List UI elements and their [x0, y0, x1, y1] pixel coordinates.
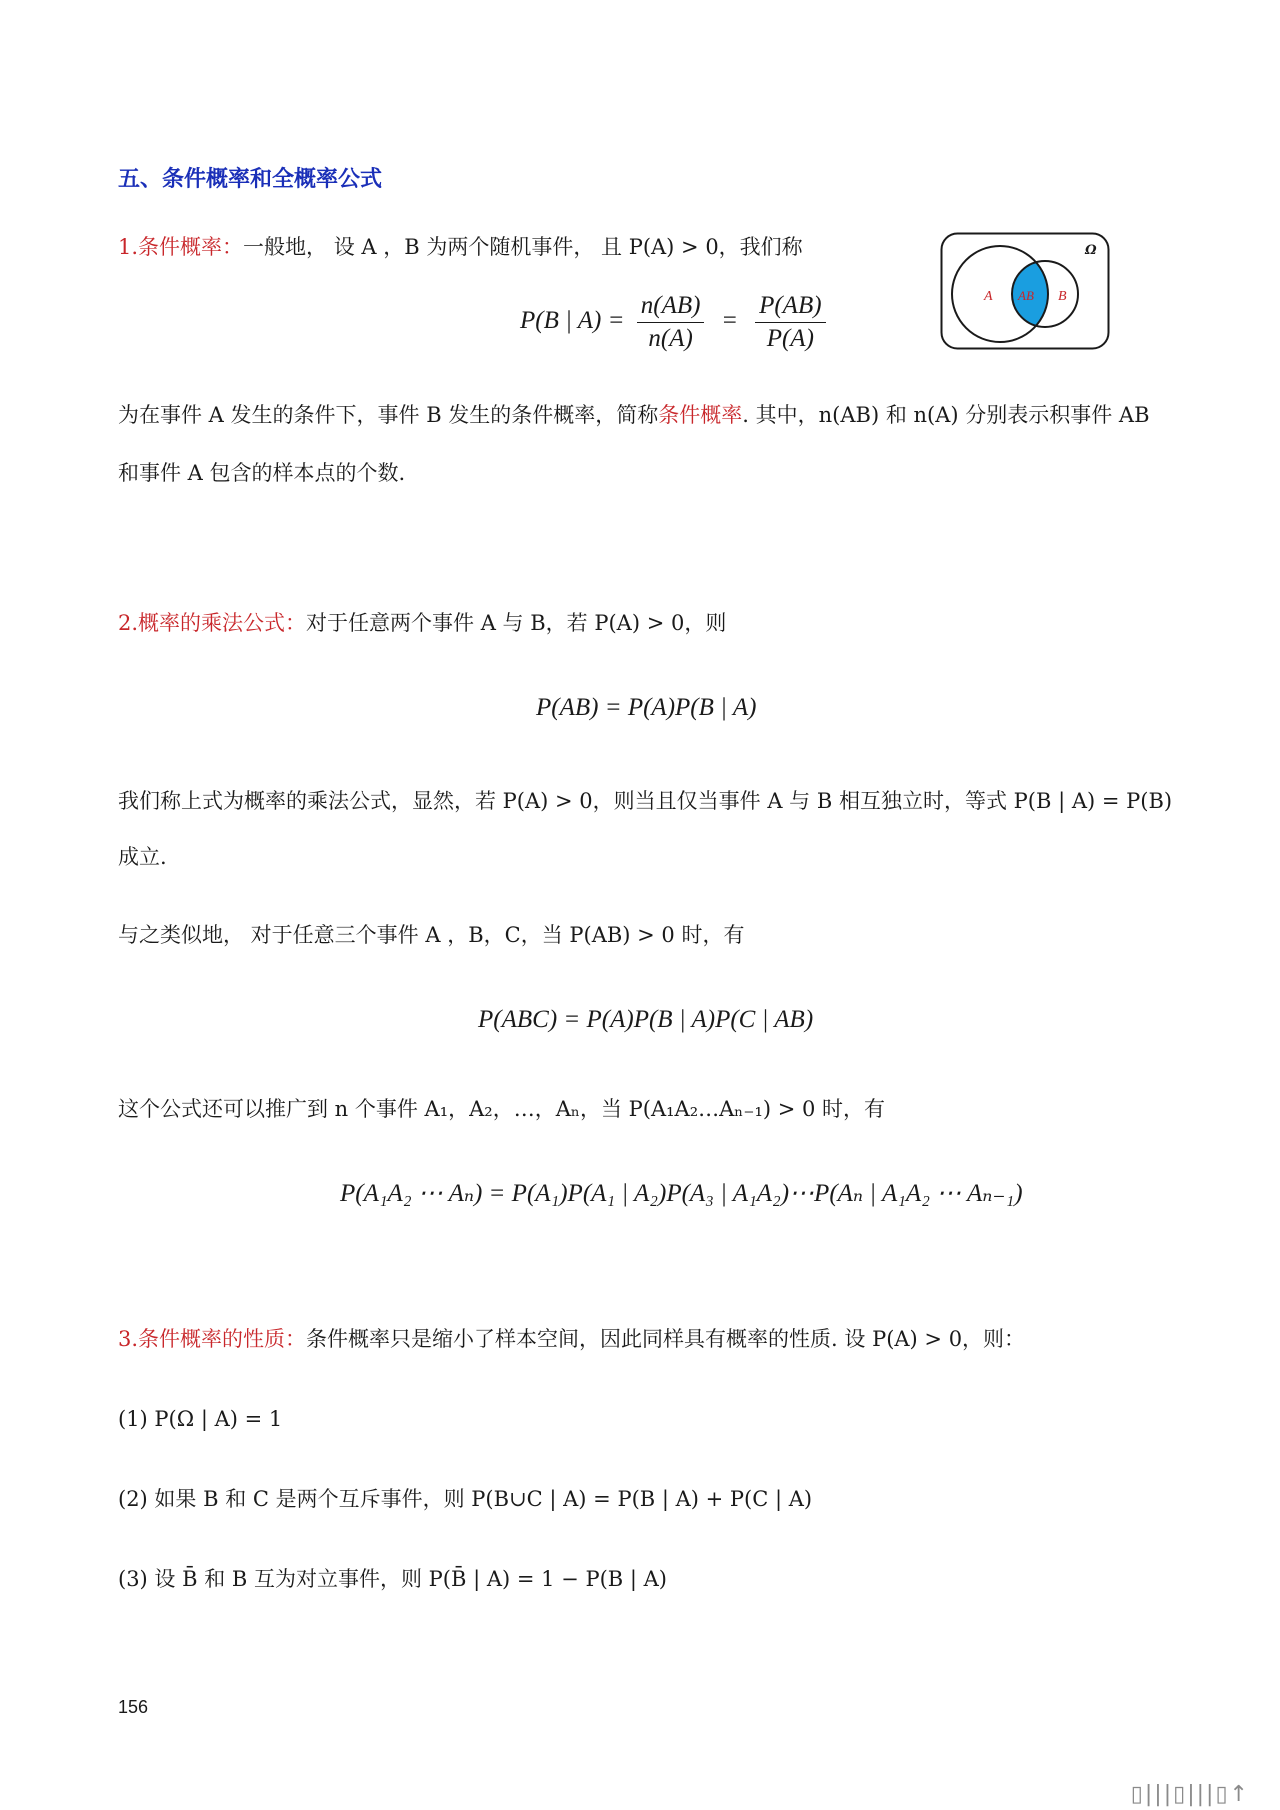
s2-intro: 对于任意两个事件 A 与 B，若 P(A) > 0，则: [306, 611, 727, 635]
s3-intro-line: [118, 1324, 1025, 1354]
page-number: 156: [118, 1697, 149, 1717]
s1-intro: 一般地， 设 A ，B 为两个随机事件， 且 P(A) > 0，我们称: [243, 235, 803, 259]
venn-label-ab: AB: [1018, 288, 1034, 303]
venn-diagram: [940, 232, 1110, 350]
s1-paragraph-line2: 和事件 A 包含的样本点的个数.: [118, 461, 406, 485]
formula-lhs: P(B | A) =: [520, 307, 625, 335]
fraction-counts-denominator: n(A): [648, 325, 693, 352]
conditional-probability-formula: [520, 292, 832, 353]
s2-paragraph1-end: 成立.: [118, 845, 167, 869]
venn-label-a: A: [984, 289, 993, 304]
n-event-formula: P(A₁A₂ ⋯ Aₙ) = P(A₁)P(A₁ | A₂)P(A₃ | A₁A₂)⋯P(Aₙ | A₁A₂ ⋯ Aₙ₋₁): [340, 1180, 1023, 1207]
s2-paragraph1: 我们称上式为概率的乘法公式，显然，若 P(A) > 0，则当且仅当事件 A 与 B 相互独立时，等式 P(B | A) = P(B): [118, 789, 1173, 813]
equals-sign: =: [722, 307, 737, 335]
fraction-counts: [637, 292, 705, 353]
s3-intro: 条件概率只是缩小了样本空间，因此同样具有概率的性质. 设 P(A) > 0，则：: [306, 1327, 1026, 1351]
watermark-logo: ▯|||▯|||▯↑: [1130, 1782, 1250, 1807]
s1-intro-line: [118, 232, 803, 262]
fraction-probabilities-numerator: P(AB): [755, 292, 825, 323]
s1-label: 1.条件概率：: [118, 235, 244, 259]
venn-label-b: B: [1058, 289, 1067, 304]
s1-paragraph-line1: [118, 400, 1150, 430]
property-item-3: (3) 设 B̄ 和 B 互为对立事件，则 P(B̄ | A) = 1 − P(B | A): [118, 1567, 667, 1591]
s1-para-b: . 其中，n(AB) 和 n(A) 分别表示积事件 AB: [742, 403, 1150, 427]
s1-para-highlight: 条件概率: [658, 403, 743, 427]
s2-intro-line: [118, 608, 726, 638]
fraction-counts-numerator: n(AB): [637, 292, 705, 323]
fraction-probabilities: [755, 292, 825, 353]
s1-para-a: 为在事件 A 发生的条件下，事件 B 发生的条件概率，简称: [118, 403, 659, 427]
property-item-2: (2) 如果 B 和 C 是两个互斥事件，则 P(B∪C | A) = P(B | A) + P(C | A): [118, 1487, 813, 1511]
s2-label: 2.概率的乘法公式：: [118, 611, 307, 635]
s2-paragraph3: 这个公式还可以推广到 n 个事件 A₁，A₂，…，Aₙ，当 P(A₁A₂…Aₙ₋₁) > 0 时，有: [118, 1097, 886, 1121]
multiplication-formula: P(AB) = P(A)P(B | A): [536, 694, 757, 721]
property-item-1: (1) P(Ω | A) = 1: [118, 1407, 283, 1431]
three-event-formula: P(ABC) = P(A)P(B | A)P(C | AB): [478, 1006, 814, 1033]
s3-label: 3.条件概率的性质：: [118, 1327, 307, 1351]
section-title: 五、条件概率和全概率公式: [118, 167, 383, 192]
omega-label: Ω: [1085, 243, 1097, 258]
s2-paragraph2: 与之类似地， 对于任意三个事件 A ，B，C，当 P(AB) > 0 时，有: [118, 923, 745, 947]
fraction-probabilities-denominator: P(A): [766, 325, 814, 352]
